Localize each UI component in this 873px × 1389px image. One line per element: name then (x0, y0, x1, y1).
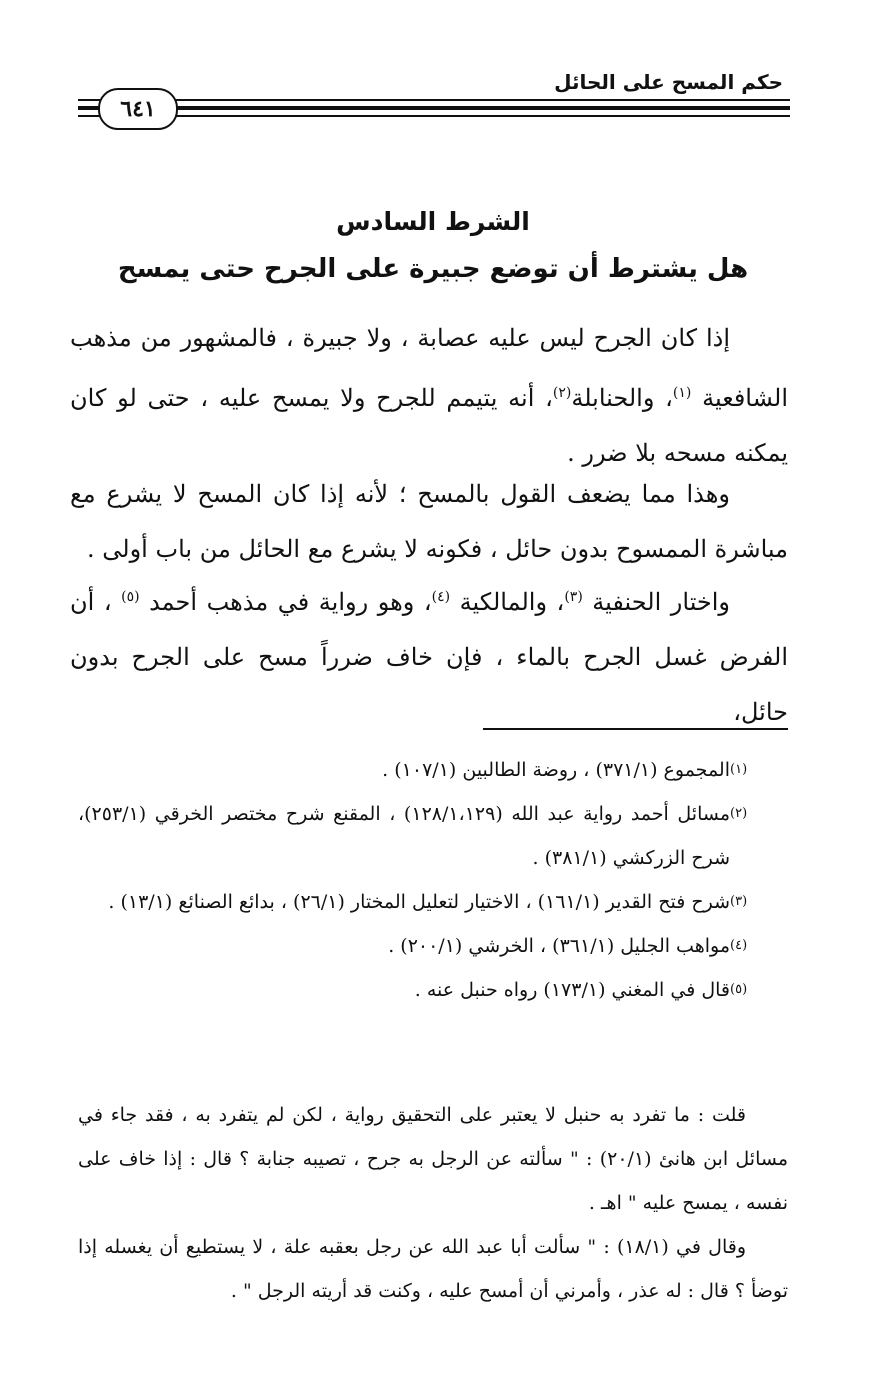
footnote-commentary (78, 1093, 788, 1313)
footnotes (78, 748, 786, 1012)
footnote-4: (٤) مواهب الجليل (٣٦١/١) ، الخرشي (٢٠٠/١) . (388, 935, 748, 957)
footnote-2: (٢) مسائل أحمد رواية عبد الله (١٢٨/١،١٢٩) ، المقنع شرح مختصر الخرقي (٢٥٣/١)، شرح الزركشي (٣٨١/١) . (78, 803, 748, 869)
footnote-ref-1[interactable]: (١) (672, 385, 692, 401)
footnote-ref-3[interactable]: (٣) (564, 589, 583, 605)
paragraph-2: وهذا مما يضعف القول بالمسح ؛ لأنه إذا كان المسح لا يشرع مع مباشرة الممسوح بدون حائل ، فكونه لا يشرع مع الحائل من باب أولى . (70, 480, 788, 563)
footnote-ref-4[interactable]: (٤) (431, 589, 451, 605)
footnote-5: (٥) قال في المغني (١٧٣/١) رواه حنبل عنه . (414, 979, 748, 1001)
section-subheading: هل يشترط أن توضع جبيرة على الجرح حتى يمسح (117, 254, 749, 284)
running-title: حكم المسح على الحائل (554, 70, 783, 94)
commentary-2: وقال في (١٨/١) : " سألت أبا عبد الله عن رجل بعقبه علة ، لا يستطيع أن يغسله إذا توضأ ؟ قال : له عذر ، وأمرني أن أمسح عليه ، وكنت قد أريته الرجل " . (78, 1236, 788, 1302)
paragraph-3: واختار الحنفية $^{(٣)}$، والمالكية $^{(٤)}$، وهو رواية في مذهب أحمد $^{(٥)}$ ، أن الفرض غسل الجرح بالماء ، فإن خاف ضرراً مسح على الجرح بدون حائل، (70, 588, 788, 726)
commentary-1: قلت : ما تفرد به حنبل لا يعتبر على التحقيق رواية ، لكن لم يتفرد به ، فقد جاء في مسائل ابن هانئ (٢٠/١) : " سألته عن الرجل به جرح ، تصيبه جنابة ؟ قال : إذا خاف على نفسه ، يمسح عليه " اهـ . (78, 1104, 788, 1214)
footnote-ref-5[interactable]: (٥) (121, 589, 140, 605)
section-heading: الشرط السادس (336, 207, 530, 236)
footnote-1: (١) المجموع (٣٧١/١) ، روضة الطالبين (١٠٧/١) . (382, 759, 748, 781)
paragraph-1: إذا كان الجرح ليس عليه عصابة ، ولا جبيرة ، فالمشهور من مذهب الشافعية $^{(١)}$، والحنابلة$^{(٢)}$، أنه يتيمم للجرح ولا يمسح عليه ، حتى لو كان يمكنه مسحه بلا ضرر . (70, 324, 788, 467)
header-rule (78, 88, 790, 128)
footnote-ref-2[interactable]: (٢) (552, 385, 572, 401)
page-number: ٦٤١ (98, 88, 178, 130)
footnote-separator (483, 728, 788, 730)
footnote-3: (٣) شرح فتح القدير (١٦١/١) ، الاختيار لتعليل المختار (٢٦/١) ، بدائع الصنائع (١٣/١) . (108, 891, 748, 913)
